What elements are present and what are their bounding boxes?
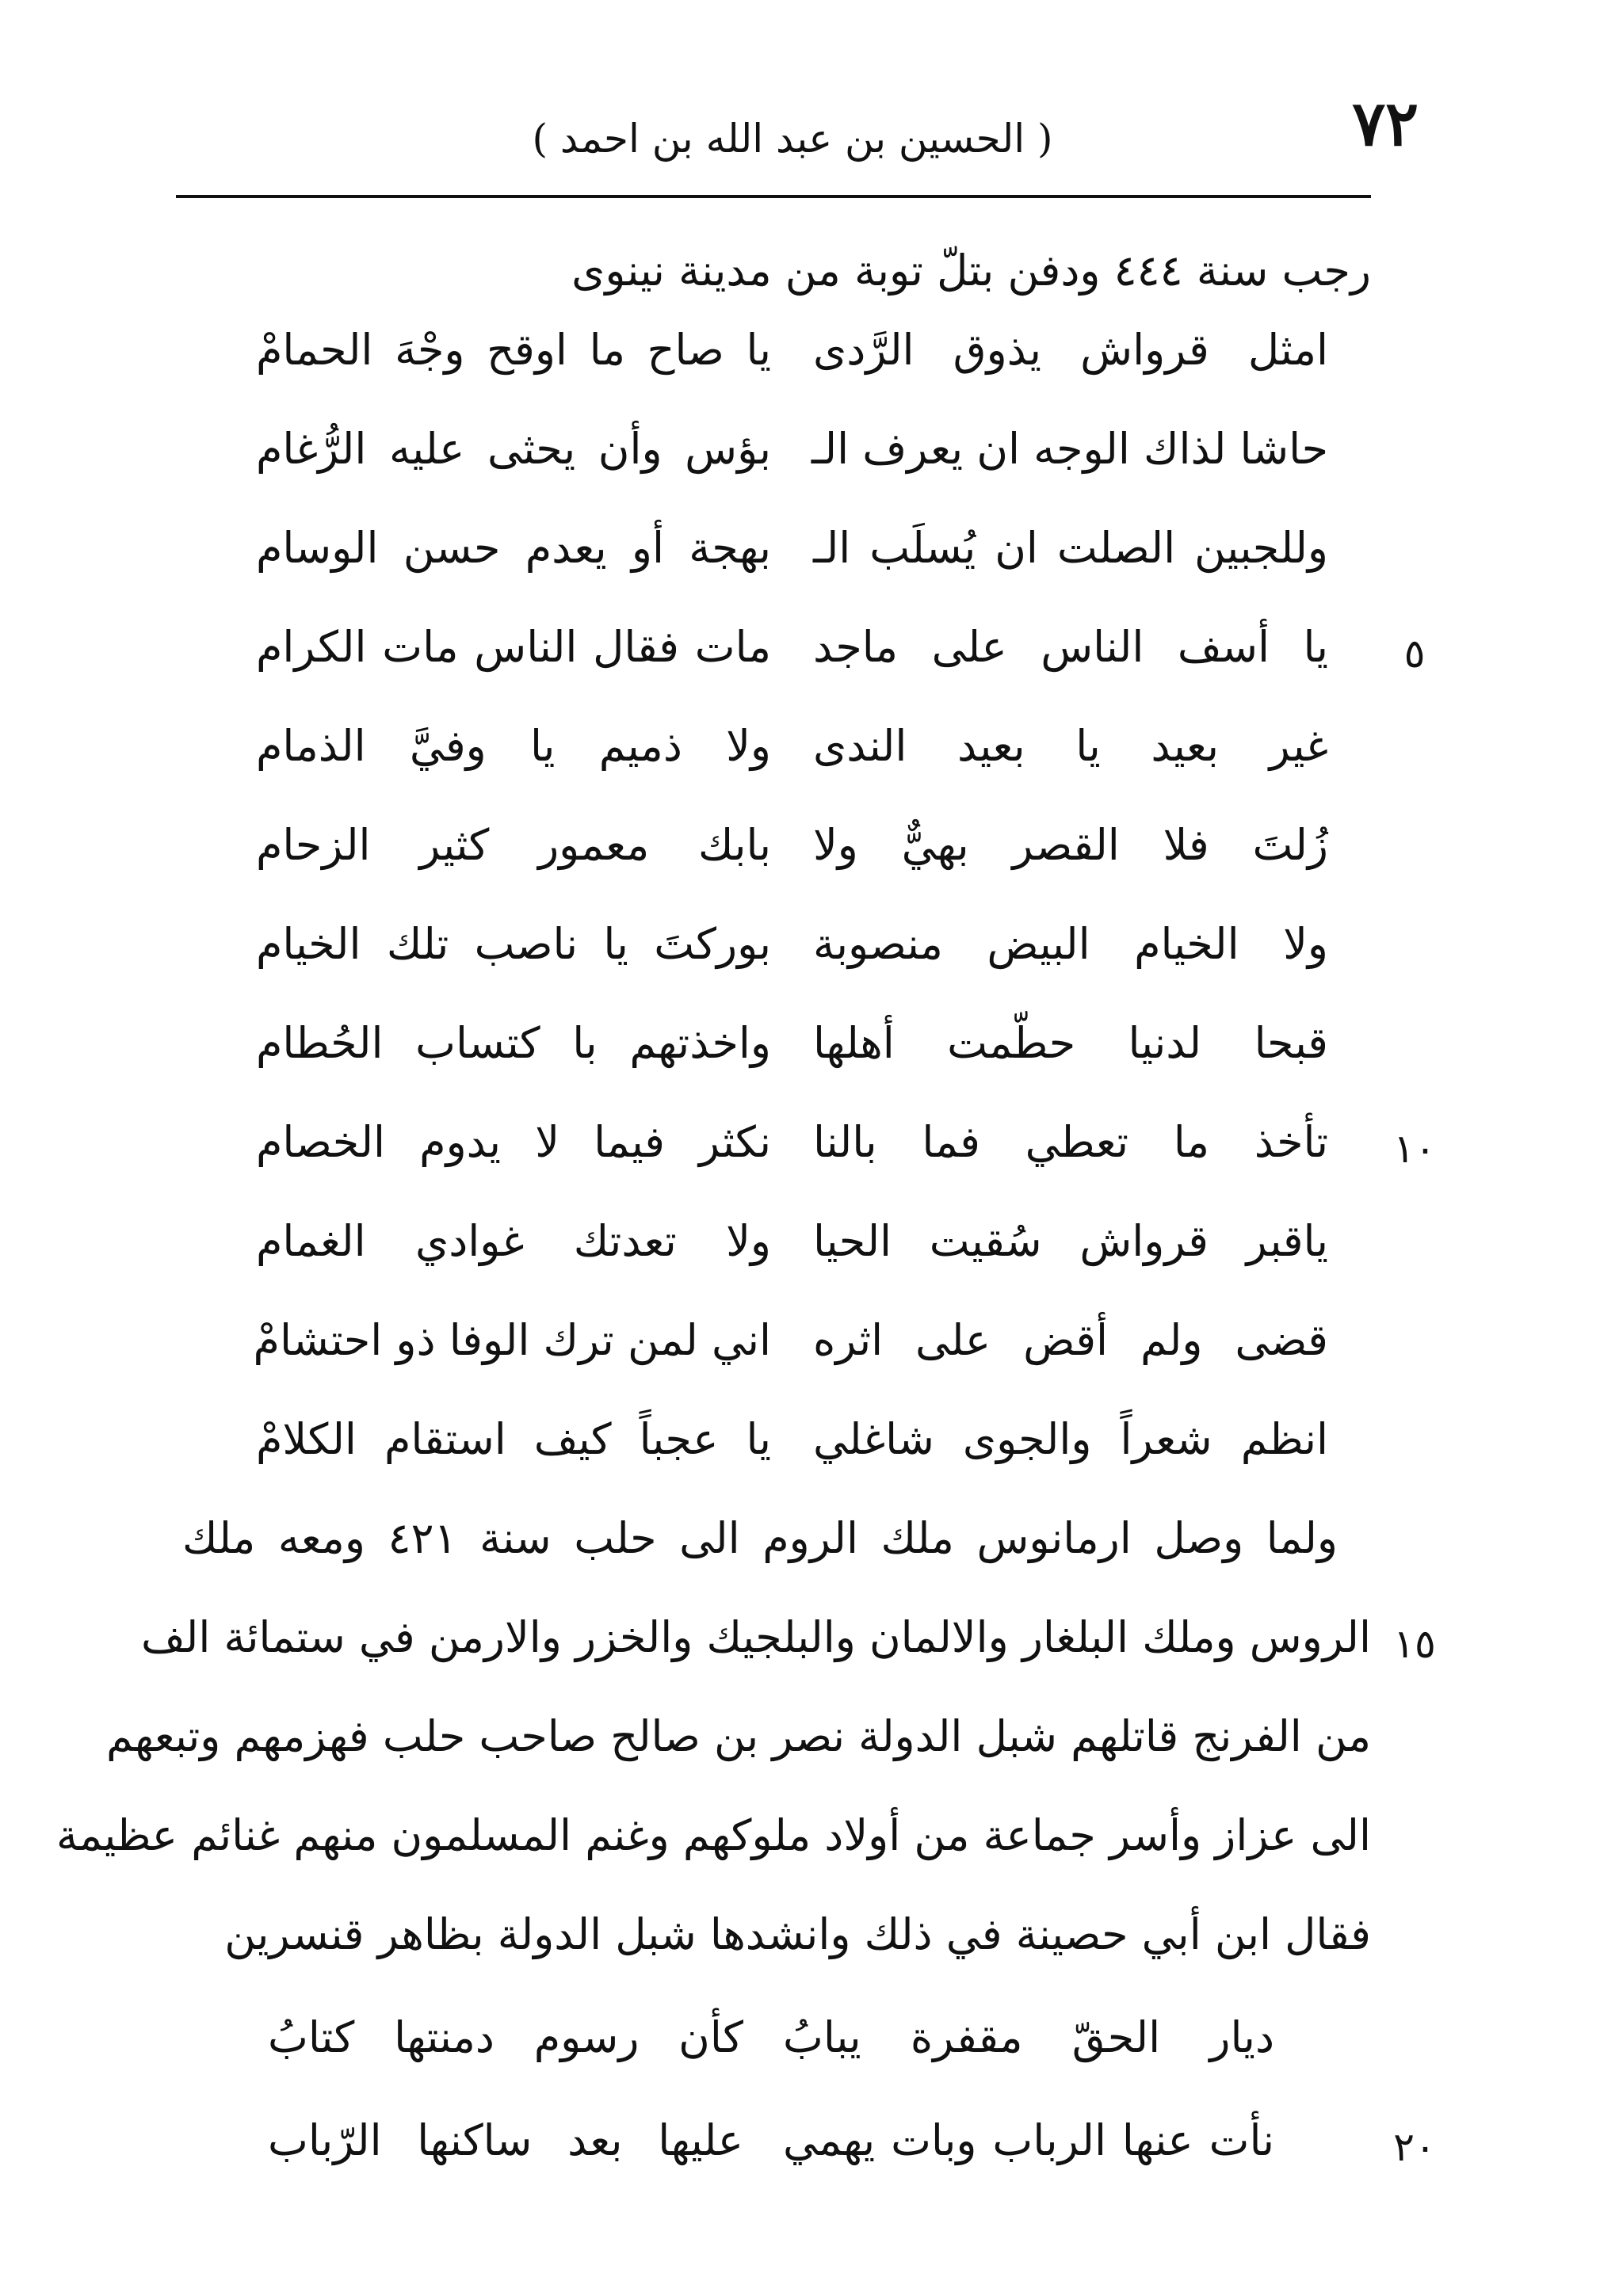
- verse-7-first-hemistich: ولا الخيام البيض منصوبة: [813, 919, 1328, 969]
- verse-12-first-hemistich: انظم شعراً والجوى شاغلي: [813, 1414, 1328, 1464]
- verse-9-first-hemistich: تأخذ ما تعطي فما بالنا: [813, 1117, 1328, 1167]
- verse-11-first-hemistich: قضى ولم أقض على اثره: [813, 1315, 1328, 1365]
- line-number-10: ١٠: [1393, 1126, 1436, 1172]
- verse-10-first-hemistich: ياقبر قرواش سُقيت الحيا: [813, 1216, 1328, 1266]
- page-number: ٧٢: [1352, 88, 1419, 160]
- verse-3-second-hemistich: بهجة أو يعدم حسن الوسام: [256, 523, 771, 573]
- verse-4-second-hemistich: مات فقال الناس مات الكرام: [256, 622, 771, 672]
- verse-5-first-hemistich: غير بعيد يا بعيد الندى: [813, 721, 1328, 771]
- verse-6-second-hemistich: بابك معمور كثير الزحام: [256, 820, 771, 870]
- running-head-title: ( الحسين بن عبد الله بن احمد ): [532, 116, 1053, 162]
- line-number-5: ٥: [1403, 631, 1426, 677]
- verse-7-second-hemistich: بوركتَ يا ناصب تلك الخيام: [256, 919, 771, 969]
- verse-4-first-hemistich: يا أسف الناس على ماجد: [813, 622, 1328, 672]
- verse-1-second-hemistich: يا صاح ما اوقح وجْهَ الحمامْ: [256, 325, 771, 375]
- poem2-verse-1-first-hemistich: ديار الحقّ مقفرة يبابُ: [783, 2012, 1274, 2062]
- prose-line-1: ولما وصل ارمانوس ملك الروم الى حلب سنة ٤٢١ ومعه ملك: [182, 1513, 1338, 1563]
- verse-8-second-hemistich: واخذتهم با كتساب الحُطام: [256, 1018, 771, 1068]
- intro-line: رجب سنة ٤٤٤ ودفن بتلّ توبة من مدينة نينوى: [571, 246, 1371, 296]
- poem2-verse-2-second-hemistich: عليها بعد ساكنها الرّباب: [268, 2115, 743, 2165]
- line-number-20: ٢٠: [1393, 2124, 1436, 2170]
- prose-line-5: فقال ابن أبي حصينة في ذلك وانشدها شبل الدولة بظاهر قنسرين: [224, 1909, 1371, 1959]
- verse-11-second-hemistich: اني لمن ترك الوفا ذو احتشامْ: [253, 1315, 771, 1365]
- verse-6-first-hemistich: زُلتَ فلا القصر بهيٌّ ولا: [813, 820, 1328, 870]
- prose-line-4: الى عزاز وأسر جماعة من أولاد ملوكهم وغنم المسلمون منهم غنائم عظيمة: [56, 1810, 1371, 1860]
- prose-line-2: الروس وملك البلغار والالمان والبلجيك والخزر والارمن في ستمائة الف: [141, 1612, 1371, 1662]
- verse-10-second-hemistich: ولا تعدتك غوادي الغمام: [256, 1216, 771, 1266]
- verse-2-second-hemistich: بؤس وأن يحثى عليه الرُّغام: [256, 424, 771, 474]
- header-rule: [176, 195, 1371, 198]
- poem2-verse-1-second-hemistich: كأن رسوم دمنتها كتابُ: [268, 2012, 743, 2062]
- verse-2-first-hemistich: حاشا لذاك الوجه ان يعرف الـ: [811, 424, 1328, 474]
- verse-8-first-hemistich: قبحا لدنيا حطّمت أهلها: [813, 1018, 1328, 1068]
- verse-3-first-hemistich: وللجبين الصلت ان يُسلَب الـ: [813, 523, 1328, 573]
- prose-line-3: من الفرنج قاتلهم شبل الدولة نصر بن صالح صاحب حلب فهزمهم وتبعهم: [106, 1711, 1371, 1761]
- verse-5-second-hemistich: ولا ذميم يا وفيَّ الذمام: [256, 721, 771, 771]
- verse-9-second-hemistich: نكثر فيما لا يدوم الخصام: [256, 1117, 771, 1167]
- verse-1-first-hemistich: امثل قرواش يذوق الرَّدى: [813, 325, 1328, 375]
- poem2-verse-2-first-hemistich: نأت عنها الرباب وبات يهمي: [783, 2115, 1274, 2165]
- verse-12-second-hemistich: يا عجباً كيف استقام الكلامْ: [256, 1414, 771, 1464]
- line-number-15: ١٥: [1393, 1621, 1436, 1667]
